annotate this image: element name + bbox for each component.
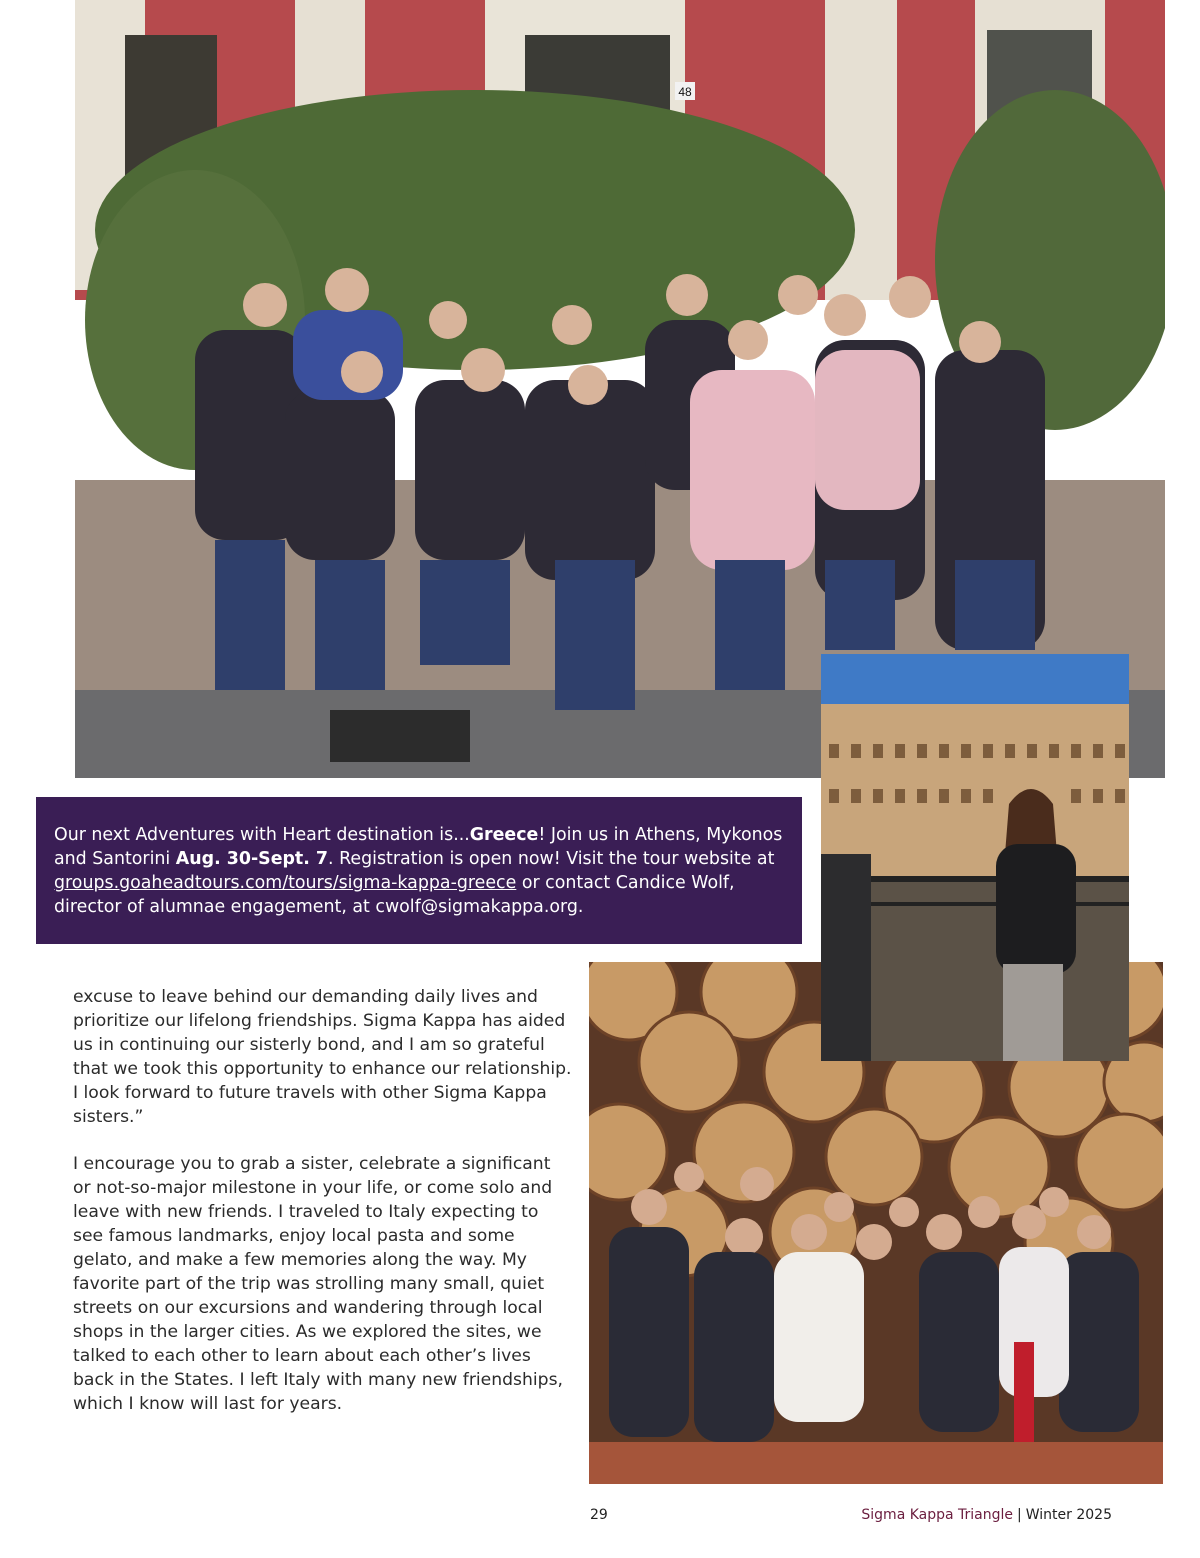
page-number: 29 bbox=[590, 1507, 608, 1523]
callout-destination: Greece bbox=[469, 825, 539, 845]
body-paragraph-1: excuse to leave behind our demanding daily lives and prioritize our lifelong friendships. Sigma Kappa has aided us in continuing our sisterly bond, and I am so grateful that we took this opportunity to enhance our relationship. I look forward to future travels with other Sigma Kappa sisters.” bbox=[73, 987, 572, 1127]
issue-label: Winter 2025 bbox=[1025, 1507, 1112, 1523]
callout-dates: Aug. 30-Sept. 7 bbox=[175, 849, 329, 869]
publication-footer bbox=[861, 1507, 1112, 1523]
colosseum-photo-image bbox=[821, 654, 1129, 1061]
tour-website-link[interactable]: groups.goaheadtours.com/tours/sigma-kappa-greece bbox=[54, 873, 517, 893]
body-paragraph-2: I encourage you to grab a sister, celebrate a significant or not-so-major milestone in your life, or come solo and leave with new friends. I traveled to Italy expecting to see famous landmarks, enjoy local pasta and some gelato, and make a few memories along the way. My favorite part of the trip was strolling many small, quiet streets on our excursions and wandering through local shops in the larger cities. As we explored the sites, we talked to each other to learn about each other’s lives back in the States. I left Italy with many new friendships, which I know will last for years. bbox=[73, 1154, 564, 1414]
footer-separator: | bbox=[1017, 1507, 1022, 1523]
callout-text-3: or contact Candice Wolf, director of alumnae engagement, at cwolf@sigmakappa.org. bbox=[54, 873, 735, 917]
house-number: 48 bbox=[678, 85, 692, 99]
publication-name: Sigma Kappa Triangle bbox=[861, 1507, 1014, 1523]
trip-announcement-callout bbox=[36, 797, 802, 944]
callout-text-1: ! Join us in Athens, Mykonos and Santorini bbox=[54, 825, 783, 869]
callout-intro: Our next Adventures with Heart destination is... bbox=[54, 825, 470, 845]
colosseum-photo bbox=[821, 654, 1129, 1061]
article-body bbox=[73, 986, 573, 1440]
callout-text-2: . Registration is open now! Visit the tour website at bbox=[328, 849, 775, 869]
